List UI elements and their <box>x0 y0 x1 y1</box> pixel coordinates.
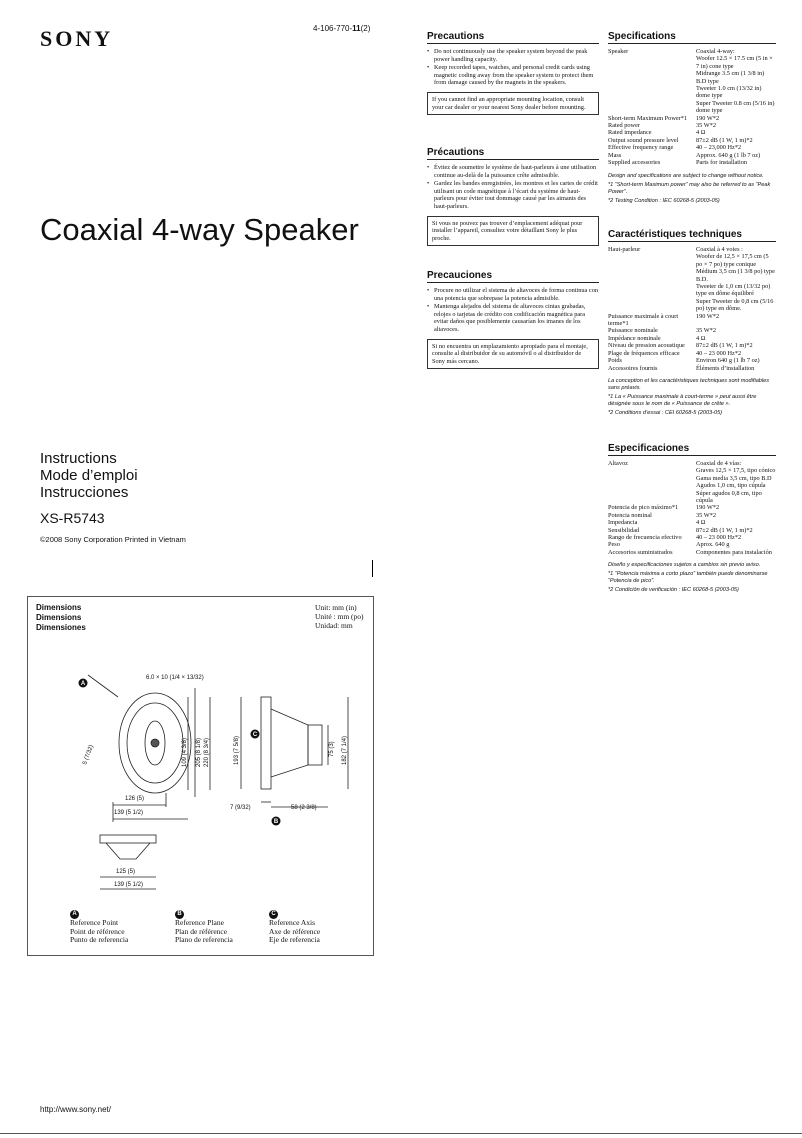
marker-b-letter: B <box>273 819 279 826</box>
spec-label: Altavoz <box>608 460 628 467</box>
legend-line: Reference Axis <box>269 918 316 927</box>
label-220: 220 (8 3/4) <box>204 737 210 767</box>
spec-table <box>608 460 776 556</box>
marker-c-letter: C <box>252 732 258 739</box>
precautions-es <box>427 270 599 369</box>
unit-fr: Unité : mm (po) <box>315 612 364 621</box>
spec-value: Woofer 12.5 × 17.5 cm (5 in × 7 in) cone type <box>696 55 773 70</box>
note-box: Si no encuentra un emplazamiento apropiado para el montaje, consulte al distribuidor de su automóvil o al distribuidor de Sony más cercano. <box>427 339 599 370</box>
spec-label: Accesorios suministrados <box>608 548 673 556</box>
spec-row <box>608 122 776 129</box>
spec-value: 40 – 23 000 Hz*2 <box>696 349 742 357</box>
section-heading: Caractéristiques techniques <box>608 229 776 242</box>
dimensions-panel <box>27 596 374 956</box>
legend-line: Eje de referencia <box>269 935 320 944</box>
label-screw: 6.0 × 10 (1/4 × 13/32) <box>146 675 204 681</box>
spec-value: Agudos 1,0 cm, tipo cúpula <box>696 482 766 490</box>
spec-value: 40 – 23 000 Hz*2 <box>696 534 742 542</box>
bullet: • Évitez de soumettre le système de haut-parleurs à une utilisation continue au-delà de la puissance crête admissible. <box>427 164 599 179</box>
spec-value: Super Tweeter de 0,8 cm (5/16 po) type en dôme. <box>696 297 774 313</box>
spec-label: Rango de frecuencia efectivo <box>608 534 682 542</box>
spec-label: Haut-parleur <box>608 246 641 253</box>
label-139: 139 (5 1/2) <box>114 810 144 816</box>
spec-label <box>608 55 696 70</box>
legend-line: Point de référence <box>70 926 125 936</box>
section-heading: Specifications <box>608 31 776 44</box>
spec-row <box>608 475 776 482</box>
spec-value: Coaxial 4-way: <box>696 48 735 55</box>
spec-row <box>608 365 776 372</box>
label-75: 75 (3) <box>329 741 335 757</box>
speaker-side-flange <box>261 697 271 789</box>
speaker-bottom-flange <box>100 835 156 843</box>
spec-label: Poids <box>608 357 622 365</box>
spec-row <box>608 541 776 548</box>
section-heading: Precauciones <box>427 270 599 283</box>
label-126: 126 (5) <box>125 796 145 802</box>
label-5: 5 (7/32) <box>82 744 95 766</box>
spec-value: Environ 640 g (1 lb 7 oz) <box>696 357 760 365</box>
spec-row <box>608 482 776 489</box>
spec-value: Super Tweeter 0.8 cm (5/16 in) dome type <box>696 99 775 115</box>
legend-marker: C <box>269 910 278 919</box>
spec-row <box>608 519 776 526</box>
spec-row <box>608 350 776 357</box>
spec-row <box>608 327 776 334</box>
spec-label: Impedancia <box>608 519 638 527</box>
document-number: 4-106-770-11(2) <box>313 24 371 33</box>
spec-value: 4 Ω <box>696 519 706 527</box>
copyright: ©2008 Sony Corporation Printed in Vietnam <box>40 535 186 544</box>
spec-label <box>608 482 696 489</box>
spec-note: *2 Condición de verificación : IEC 60268-5 (2003-05) <box>608 587 739 594</box>
spec-notes <box>608 378 776 417</box>
marker-c <box>251 730 260 739</box>
specifications-es <box>608 443 776 594</box>
spec-value: 190 W*2 <box>696 312 720 320</box>
spec-value: 35 W*2 <box>696 327 716 335</box>
bullet: • Procure no utilizar el sistema de altavoces de forma continua con una potencia que sobrepase la potencia admisible. <box>427 287 599 302</box>
legend-line: Reference Plane <box>175 918 224 927</box>
spec-row <box>608 335 776 342</box>
spec-value: 190 W*2 <box>696 114 720 122</box>
spec-notes <box>608 562 776 594</box>
spec-label <box>608 70 696 85</box>
bullet: • Do not continuously use the speaker system beyond the peak power handling capacity. <box>427 48 599 63</box>
spec-label: Plage de fréquences efficace <box>608 349 680 357</box>
spec-value: Graves 12,5 × 17,5, tipo cónico <box>696 467 776 475</box>
bullet: • Keep recorded tapes, watches, and personal credit cards using magnetic coding away from the speaker system to protect them from damage caused by the magnets in the speakers. <box>427 64 599 87</box>
spec-value: 87±2 dB (1 W, 1 m)*2 <box>696 342 753 350</box>
section-heading: Précautions <box>427 147 599 160</box>
spec-row <box>608 100 776 115</box>
spec-value: 4 Ω <box>696 334 706 342</box>
label-139b: 139 (5 1/2) <box>114 882 144 888</box>
spec-label <box>608 490 696 505</box>
spec-label: Effective frequency range <box>608 144 674 152</box>
spec-row <box>608 70 776 85</box>
legend-marker: A <box>70 910 79 919</box>
label-125: 125 (5) <box>116 869 136 875</box>
spec-value: Approx. 640 g (1 lb 7 oz) <box>696 151 761 159</box>
spec-row <box>608 159 776 166</box>
spec-note: *1 “Potencia máxima a corto plazo” también puede denominarse “Potencia de pico”. <box>608 571 768 585</box>
legend-marker: B <box>175 910 184 919</box>
label-7: 7 (9/32) <box>230 805 251 811</box>
legend-line: Plan de référence <box>175 926 228 936</box>
specifications-fr <box>608 229 776 417</box>
spec-label <box>608 268 696 283</box>
spec-value: 190 W*2 <box>696 504 720 512</box>
precautions-fr <box>427 147 599 246</box>
spec-value: 35 W*2 <box>696 511 716 519</box>
legend-line: Reference Point <box>70 918 119 927</box>
spec-row <box>608 48 776 55</box>
spec-label: Accessoires fournis <box>608 364 658 372</box>
fold-mark <box>372 560 373 577</box>
spec-label: Mass <box>608 151 622 159</box>
spec-label: Potencia nominal <box>608 511 652 519</box>
spec-label <box>608 475 696 482</box>
spec-label: Rated impedance <box>608 129 652 137</box>
spec-row <box>608 527 776 534</box>
spec-label: Impédance nominale <box>608 334 661 342</box>
section-heading: Precautions <box>427 31 599 44</box>
spec-label <box>608 85 696 100</box>
legend-b <box>175 909 233 945</box>
spec-row <box>608 137 776 144</box>
spec-label <box>608 283 696 298</box>
spec-row <box>608 85 776 100</box>
spec-value: Coaxial de 4 vías: <box>696 460 742 467</box>
spec-row <box>608 490 776 505</box>
spec-value: Médium 3,5 cm (1 3/8 po) type B.D. <box>696 268 775 283</box>
spec-value: 4 Ω <box>696 129 706 137</box>
spec-label: Sensibilidad <box>608 526 640 534</box>
spec-value: 87±2 dB (1 W, 1 m)*2 <box>696 136 753 144</box>
spec-label: Short-term Maximum Power*1 <box>608 114 688 122</box>
spec-note: Diseño y especificaciones sujetos a cambios sin previo aviso. <box>608 562 761 569</box>
precautions-en <box>427 31 599 115</box>
spec-note: La conception et les caractéristiques techniques sont modifiables sans préavis. <box>608 377 770 391</box>
legend-line: Plano de referencia <box>175 935 233 944</box>
spec-value: Woofer de 12,5 × 17,5 cm (5 po × 7 po) type conique <box>696 253 769 268</box>
label-205: 205 (8 1/8) <box>196 737 202 767</box>
spec-value: Súper agudos 0,8 cm, tipo cúpula <box>696 489 762 505</box>
spec-label: Puissance maximale à court terme*1 <box>608 312 679 328</box>
note-box: If you cannot find an appropriate mounting location, consult your car dealer or your nearest Sony dealer before mounting. <box>427 92 599 115</box>
spec-table <box>608 48 776 167</box>
spec-row <box>608 152 776 159</box>
spec-label: Peso <box>608 541 620 549</box>
spec-label: Speaker <box>608 48 629 55</box>
spec-label: Output sound pressure level <box>608 136 679 144</box>
label-109: 109 (4 3/8) <box>182 737 188 767</box>
legend-line: Axe de référence <box>269 926 321 936</box>
spec-value: Éléments d’installation <box>696 364 755 372</box>
tweeter <box>151 739 159 747</box>
spec-value: Coaxial à 4 voies : <box>696 246 743 253</box>
spec-label <box>608 253 696 268</box>
marker-b <box>272 817 281 826</box>
label-182: 182 (7 1/4) <box>342 735 348 765</box>
bullet: • Gardez les bandes enregistrées, les montres et les cartes de crédit utilisant un code magnétique à l’écart du système de haut-parleurs pour éviter tout dommage causé par les aimants des haut-parleurs. <box>427 180 599 210</box>
spec-row <box>608 357 776 364</box>
spec-row <box>608 144 776 151</box>
spec-label <box>608 100 696 115</box>
spec-note: *2 Testing Condition : IEC 60268-5 (2003-05) <box>608 197 720 204</box>
instructions-titles <box>40 450 138 501</box>
spec-value: Parts for installation <box>696 159 748 167</box>
marker-a-letter: A <box>80 681 86 688</box>
page-divider <box>0 1133 802 1134</box>
spec-note: *1 “Short-term Maximum power” may also be referred to as “Peak Power”. <box>608 181 771 195</box>
spec-label: Puissance nominale <box>608 327 658 335</box>
instructions-fr: Mode d’emploi <box>40 467 138 484</box>
speaker-bottom-body <box>106 843 150 859</box>
spec-note: *1 La « Puissance maximale à court-terme » peut aussi être désignée sous le nom de « Puissance de crête ». <box>608 393 757 407</box>
sony-url: http://www.sony.net/ <box>40 1105 111 1114</box>
spec-value: Gama media 3,5 cm, tipo B.D <box>696 474 772 482</box>
spec-row <box>608 253 776 268</box>
spec-row <box>608 504 776 511</box>
spec-label: Supplied accessories <box>608 159 661 167</box>
instructions-es: Instrucciones <box>40 484 129 501</box>
instructions-en: Instructions <box>40 450 117 467</box>
spec-notes <box>608 173 776 205</box>
spec-row <box>608 298 776 313</box>
spec-label <box>608 467 696 474</box>
spec-row <box>608 342 776 349</box>
label-58: 58 (2 3/8) <box>291 805 317 811</box>
spec-row <box>608 129 776 136</box>
speaker-side-body <box>271 709 308 777</box>
specifications-en <box>608 31 776 205</box>
spec-row <box>608 467 776 474</box>
spec-value: 40 – 23,000 Hz*2 <box>696 144 742 152</box>
spec-row <box>608 283 776 298</box>
spec-row <box>608 246 776 253</box>
dimension-drawing <box>28 597 373 902</box>
spec-row <box>608 313 776 328</box>
spec-label: Potencia de pico máximo*1 <box>608 504 679 512</box>
spec-value: Componentes para instalación <box>696 548 772 556</box>
spec-row <box>608 55 776 70</box>
heading-es: Dimensiones <box>36 623 86 632</box>
marker-a <box>79 679 88 688</box>
label-193: 193 (7 5/8) <box>234 735 240 765</box>
model-number: XS-R5743 <box>40 510 105 526</box>
spec-label: Niveau de pression acoustique <box>608 342 685 350</box>
unit-en: Unit: mm (in) <box>315 603 357 612</box>
section-heading: Especificaciones <box>608 443 776 456</box>
spec-label <box>608 298 696 313</box>
spec-value: Tweeter de 1,0 cm (13/32 po) type en dôme équilibré <box>696 283 771 298</box>
spec-table <box>608 246 776 372</box>
spec-note: *2 Conditions d’essai : CEI 60268-5 (2003-05) <box>608 409 723 416</box>
spec-row <box>608 460 776 467</box>
note-box: Si vous ne pouvez pas trouver d’emplacement adéquat pour installer l’appareil, consultez votre détaillant Sony le plus proche. <box>427 216 599 247</box>
legend-c <box>269 909 320 945</box>
sony-logo: SONY <box>40 26 114 51</box>
spec-note: Design and specifications are subject to change without notice. <box>608 172 764 179</box>
spec-row <box>608 512 776 519</box>
spec-row <box>608 115 776 122</box>
spec-row <box>608 549 776 556</box>
legend-line: Punto de referencia <box>70 935 129 944</box>
spec-value: Midrange 3.5 cm (1 3/8 in) B.D type <box>696 70 765 85</box>
spec-row <box>608 268 776 283</box>
spec-label: Rated power <box>608 122 640 130</box>
spec-value: Tweeter 1.0 cm (13/32 in) dome type <box>696 85 762 100</box>
spec-value: Aprox. 640 g <box>696 541 730 549</box>
bullet: • Mantenga alejados del sistema de altavoces cintas grabadas, relojes o tarjetas de crédito con codificación magnética para evitar daños que posiblemente causarían los imanes de los altavoces. <box>427 303 599 333</box>
unit-es: Unidad: mm <box>315 621 353 630</box>
legend-a <box>70 909 128 945</box>
spec-row <box>608 534 776 541</box>
heading-en: Dimensions <box>36 603 82 612</box>
spec-value: 35 W*2 <box>696 122 716 130</box>
product-title: Coaxial 4-way Speaker <box>40 212 359 247</box>
spec-value: 87±2 dB (1 W, 1 m)*2 <box>696 526 753 534</box>
heading-fr: Dimensions <box>36 613 82 622</box>
